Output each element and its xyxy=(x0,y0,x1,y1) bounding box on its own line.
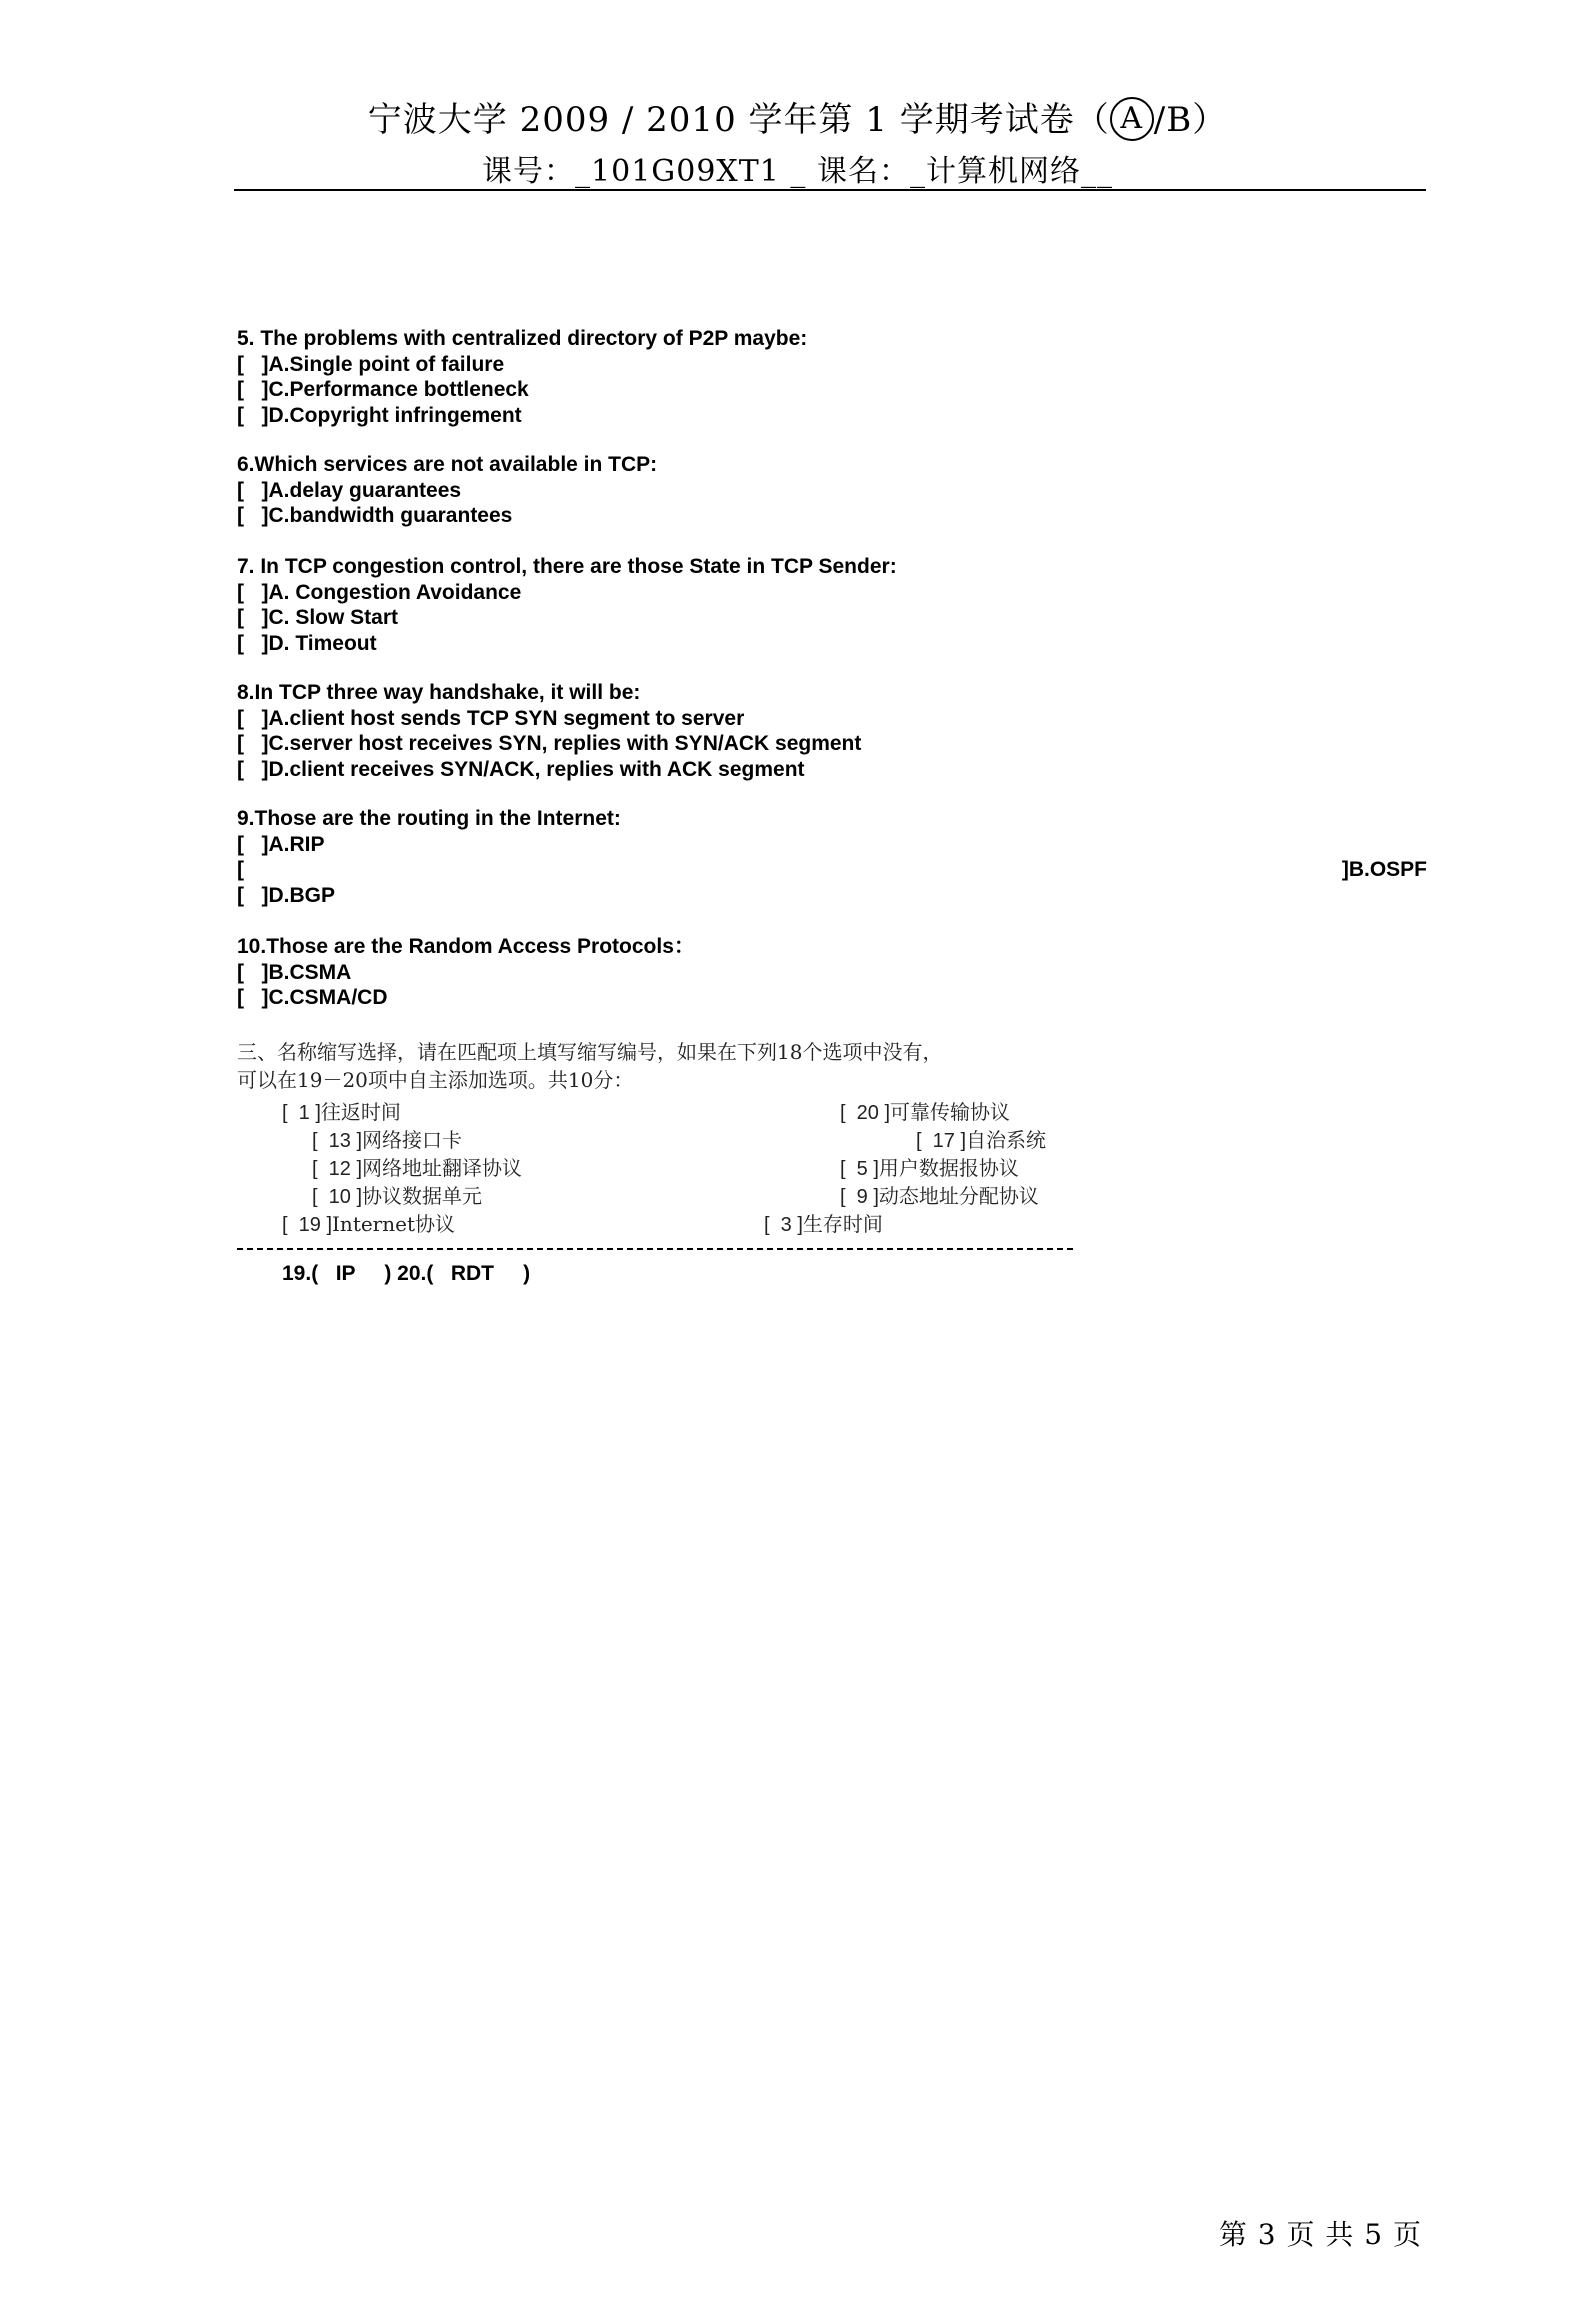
exam-title-after: /B） xyxy=(1153,100,1228,140)
page-number: 第 3 页 共 5 页 xyxy=(1218,2218,1422,2251)
match-text: 可靠传输协议 xyxy=(890,1100,1011,1124)
match-item xyxy=(312,1152,522,1181)
option-line: [ ]D.Copyright infringement xyxy=(237,403,522,427)
match-item xyxy=(282,1208,455,1237)
match-number: [ 9 ] xyxy=(840,1186,879,1208)
question-9 xyxy=(237,806,1427,908)
match-item xyxy=(312,1180,482,1209)
match-text: 动态地址分配协议 xyxy=(878,1184,1039,1208)
option-line: [ ]C.bandwidth guarantees xyxy=(237,504,513,527)
match-item xyxy=(764,1208,883,1237)
match-item xyxy=(916,1124,1046,1153)
match-text: 网络接口卡 xyxy=(362,1128,463,1152)
match-number: [ 10 ] xyxy=(312,1186,363,1208)
match-text: Internet协议 xyxy=(332,1212,455,1236)
match-item xyxy=(840,1180,1039,1209)
dashed-divider xyxy=(237,1248,1073,1250)
match-text: 网络地址翻译协议 xyxy=(362,1156,523,1180)
custom-answers: 19.( IP ) 20.( RDT ) xyxy=(282,1262,531,1285)
option-bracket: [ xyxy=(237,858,244,881)
option-line: [ ]A.delay guarantees xyxy=(237,478,462,502)
match-number: [ 12 ] xyxy=(312,1158,363,1180)
section-3-intro-line-1: 三、名称缩写选择，请在匹配项上填写缩写编号，如果在下列18个选项中没有， xyxy=(237,1040,943,1064)
match-number: [ 17 ] xyxy=(916,1130,967,1152)
option-line: [ ]D.BGP xyxy=(237,883,335,907)
match-number: [ 19 ] xyxy=(282,1214,333,1236)
question-stem: 10.Those are the Random Access Protocols： xyxy=(237,935,695,958)
question-8 xyxy=(237,680,1427,782)
option-line: [ ]A.Single point of failure xyxy=(237,352,505,376)
match-text: 协议数据单元 xyxy=(362,1184,483,1208)
section-3-intro-line-2: 可以在19－20项中自主添加选项。共10分： xyxy=(237,1068,634,1092)
match-text: 自治系统 xyxy=(966,1128,1047,1152)
course-info: 课号：_101G09XT1 _ 课名：_计算机网络__ xyxy=(482,154,1113,189)
option-line: [ ]A.RIP xyxy=(237,832,325,856)
question-10 xyxy=(237,934,1427,1011)
option-line: [ ]D. Timeout xyxy=(237,631,377,655)
option-line: [ ]B.CSMA xyxy=(237,960,352,984)
header-divider xyxy=(234,189,1426,191)
option-line: [ ]C.server host receives SYN, replies with SYN/ACK segment xyxy=(237,732,862,755)
question-stem: 6.Which services are not available in TCP: xyxy=(237,453,658,476)
exam-title xyxy=(0,92,1595,141)
option-line: [ ]A.client host sends TCP SYN segment to server xyxy=(237,706,745,730)
question-6 xyxy=(237,452,1427,529)
match-text: 生存时间 xyxy=(802,1212,883,1236)
question-stem: 8.In TCP three way handshake, it will be: xyxy=(237,681,641,704)
match-item xyxy=(282,1096,401,1125)
match-number: [ 5 ] xyxy=(840,1158,879,1180)
question-5 xyxy=(237,326,1427,428)
option-line: [ ]C. Slow Start xyxy=(237,606,399,629)
question-stem: 7. In TCP congestion control, there are those State in TCP Sender: xyxy=(237,555,897,578)
question-stem: 5. The problems with centralized directory of P2P maybe: xyxy=(237,327,808,350)
option-line: [ ]C.Performance bottleneck xyxy=(237,378,529,401)
option-line xyxy=(237,857,1427,883)
section-3-intro xyxy=(237,1038,1437,1094)
option-line: [ ]D.client receives SYN/ACK, replies with ACK segment xyxy=(237,757,805,781)
question-7 xyxy=(237,554,1427,656)
match-item xyxy=(840,1096,1010,1125)
exam-title-before: 宁波大学 2009 / 2010 学年第 1 学期考试卷（ xyxy=(367,100,1110,140)
option-line: [ ]A. Congestion Avoidance xyxy=(237,580,522,604)
match-number: [ 20 ] xyxy=(840,1102,891,1124)
question-stem: 9.Those are the routing in the Internet: xyxy=(237,807,621,830)
match-number: [ 1 ] xyxy=(282,1102,321,1124)
match-text: 用户数据报协议 xyxy=(878,1156,1019,1180)
match-number: [ 13 ] xyxy=(312,1130,363,1152)
option-line: [ ]C.CSMA/CD xyxy=(237,986,388,1009)
match-number: [ 3 ] xyxy=(764,1214,803,1236)
option-right-text: ]B.OSPF xyxy=(1341,858,1427,881)
match-item xyxy=(840,1152,1019,1181)
match-item xyxy=(312,1124,462,1153)
match-text: 往返时间 xyxy=(320,1100,401,1124)
circled-a-mark: A xyxy=(1110,97,1154,141)
